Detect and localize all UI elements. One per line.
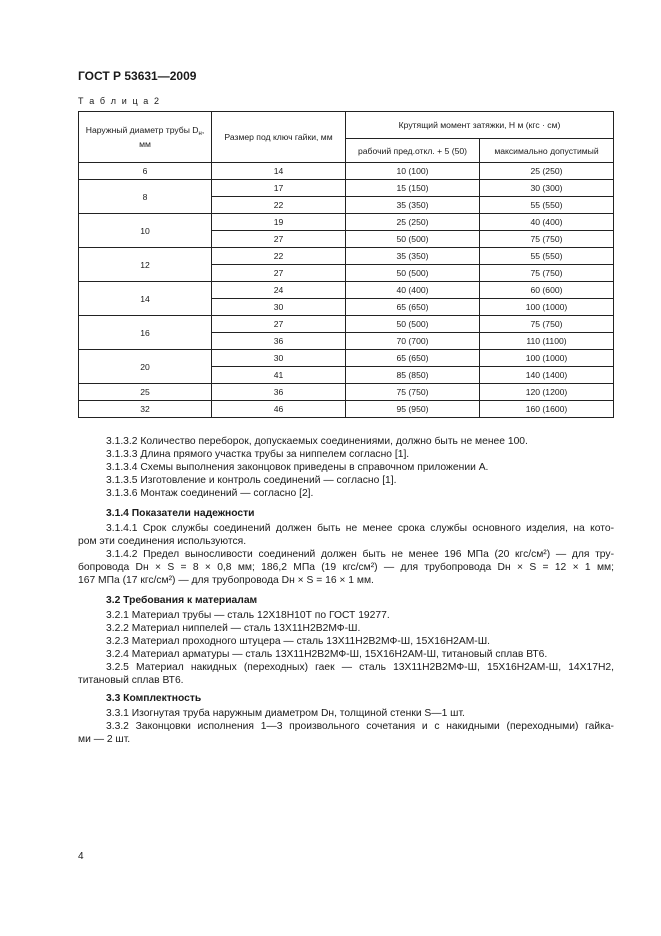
table-row: [79, 316, 614, 333]
cell-diameter: 8: [79, 180, 212, 214]
paragraph-3-1-3-6: 3.1.3.6 Монтаж соединений — согласно [2].: [106, 488, 314, 499]
table-row: [79, 350, 614, 367]
cell-max: 160 (1600): [480, 401, 614, 418]
paragraph-3-1-4-2-line2: бопровода Dн × S = 8 × 0,8 мм; 186,2 МПа (19 кгс/см²) — для трубопровода Dн × S = 12 × 1 мм;: [78, 562, 614, 573]
cell-key-size: 22: [212, 197, 346, 214]
cell-max: 100 (1000): [480, 299, 614, 316]
cell-working: 50 (500): [346, 265, 480, 282]
cell-working: 25 (250): [346, 214, 480, 231]
paragraph-3-1-3-2: 3.1.3.2 Количество переборок, допускаемых соединениями, должно быть не менее 100.: [106, 436, 528, 447]
cell-max: 60 (600): [480, 282, 614, 299]
paragraph-3-1-4-2-line1: 3.1.4.2 Предел выносливости соединений должен быть не менее 196 МПа (20 кгс/см²) — для тру-: [106, 549, 614, 560]
header-torque: Крутящий момент затяжки, Н м (кгс · см): [346, 112, 614, 139]
cell-working: 50 (500): [346, 316, 480, 333]
cell-key-size: 24: [212, 282, 346, 299]
cell-working: 15 (150): [346, 180, 480, 197]
cell-diameter: 16: [79, 316, 212, 350]
paragraph-3-3-2-line1: 3.3.2 Законцовки исполнения 1—3 произвольного сочетания и с накидными (переходными) гайка-: [106, 721, 614, 732]
cell-key-size: 27: [212, 231, 346, 248]
paragraph-3-2-5-line2: титановый сплав ВТ6.: [78, 675, 184, 686]
paragraph-3-1-4-2-line3: 167 МПа (17 кгс/см²) — для трубопровода Dн × S = 16 × 1 мм.: [78, 575, 374, 586]
cell-working: 85 (850): [346, 367, 480, 384]
cell-diameter: 20: [79, 350, 212, 384]
table-row: [79, 384, 614, 401]
cell-max: 75 (750): [480, 231, 614, 248]
cell-max: 140 (1400): [480, 367, 614, 384]
table-row: [79, 180, 614, 197]
table-row: [79, 163, 614, 180]
page-number: 4: [78, 851, 84, 862]
cell-working: 35 (350): [346, 197, 480, 214]
cell-working: 50 (500): [346, 231, 480, 248]
cell-working: 70 (700): [346, 333, 480, 350]
cell-max: 75 (750): [480, 316, 614, 333]
cell-diameter: 10: [79, 214, 212, 248]
cell-max: 40 (400): [480, 214, 614, 231]
table-caption: Т а б л и ц а 2: [78, 96, 161, 106]
document-header-standard: ГОСТ Р 53631—2009: [78, 69, 197, 83]
cell-max: 30 (300): [480, 180, 614, 197]
header-key-size: Размер под ключ гайки, мм: [212, 112, 346, 163]
cell-diameter: 32: [79, 401, 212, 418]
section-heading-3-2: 3.2 Требования к материалам: [106, 595, 258, 606]
paragraph-3-1-4-1-line1: 3.1.4.1 Срок службы соединений должен быть не менее срока службы основного изделия, на кото-: [106, 523, 614, 534]
paragraph-3-1-3-3: 3.1.3.3 Длина прямого участка трубы за ниппелем согласно [1].: [106, 449, 410, 460]
cell-key-size: 30: [212, 350, 346, 367]
cell-working: 10 (100): [346, 163, 480, 180]
cell-diameter: 25: [79, 384, 212, 401]
cell-max: 55 (550): [480, 248, 614, 265]
paragraph-3-1-3-5: 3.1.3.5 Изготовление и контроль соединений — согласно [1].: [106, 475, 397, 486]
cell-key-size: 27: [212, 316, 346, 333]
cell-working: 40 (400): [346, 282, 480, 299]
table-row: [79, 248, 614, 265]
section-heading-3-1-4: 3.1.4 Показатели надежности: [106, 508, 255, 519]
cell-max: 75 (750): [480, 265, 614, 282]
cell-max: 25 (250): [480, 163, 614, 180]
cell-max: 100 (1000): [480, 350, 614, 367]
torque-table: [78, 111, 614, 418]
header-diameter: Наружный диаметр трубы $D_н$, мм: [79, 112, 212, 163]
cell-key-size: 36: [212, 333, 346, 350]
paragraph-3-3-1: 3.3.1 Изогнутая труба наружным диаметром Dн, толщиной стенки S—1 шт.: [106, 708, 465, 719]
cell-key-size: 27: [212, 265, 346, 282]
paragraph-3-2-1: 3.2.1 Материал трубы — сталь 12Х18Н10Т по ГОСТ 19277.: [106, 610, 390, 621]
table-row: [79, 214, 614, 231]
cell-working: 65 (650): [346, 350, 480, 367]
section-heading-3-3: 3.3 Комплектность: [106, 693, 202, 704]
paragraph-3-3-2-line2: ми — 2 шт.: [78, 734, 131, 745]
cell-max: 55 (550): [480, 197, 614, 214]
cell-working: 75 (750): [346, 384, 480, 401]
cell-diameter: 14: [79, 282, 212, 316]
cell-working: 35 (350): [346, 248, 480, 265]
cell-key-size: 30: [212, 299, 346, 316]
cell-key-size: 22: [212, 248, 346, 265]
cell-key-size: 14: [212, 163, 346, 180]
cell-key-size: 36: [212, 384, 346, 401]
header-working-torque: рабочий пред.откл. + 5 (50): [346, 139, 480, 163]
paragraph-3-2-2: 3.2.2 Материал ниппелей — сталь 13Х11Н2В2МФ-Ш.: [106, 623, 361, 634]
paragraph-3-1-4-1-line2: ром эти соединения используются.: [78, 536, 247, 547]
paragraph-3-2-4: 3.2.4 Материал арматуры — сталь 13Х11Н2В2МФ-Ш, 15Х16Н2АМ-Ш, титановый сплав ВТ6.: [106, 649, 548, 660]
cell-key-size: 19: [212, 214, 346, 231]
cell-key-size: 46: [212, 401, 346, 418]
cell-diameter: 12: [79, 248, 212, 282]
paragraph-3-2-3: 3.2.3 Материал проходного штуцера — сталь 13Х11Н2В2МФ-Ш, 15Х16Н2АМ-Ш.: [106, 636, 491, 647]
table-row: [79, 401, 614, 418]
cell-max: 110 (1100): [480, 333, 614, 350]
cell-diameter: 6: [79, 163, 212, 180]
header-max-torque: максимально допустимый: [480, 139, 614, 163]
table-row: [79, 282, 614, 299]
paragraph-3-2-5-line1: 3.2.5 Материал накидных (переходных) гаек — сталь 13Х11Н2В2МФ-Ш, 15Х16Н2АМ-Ш, 14Х17Н2,: [106, 662, 614, 673]
cell-working: 95 (950): [346, 401, 480, 418]
paragraph-3-1-3-4: 3.1.3.4 Схемы выполнения законцовок приведены в справочном приложении А.: [106, 462, 489, 473]
cell-working: 65 (650): [346, 299, 480, 316]
cell-key-size: 17: [212, 180, 346, 197]
cell-key-size: 41: [212, 367, 346, 384]
cell-max: 120 (1200): [480, 384, 614, 401]
